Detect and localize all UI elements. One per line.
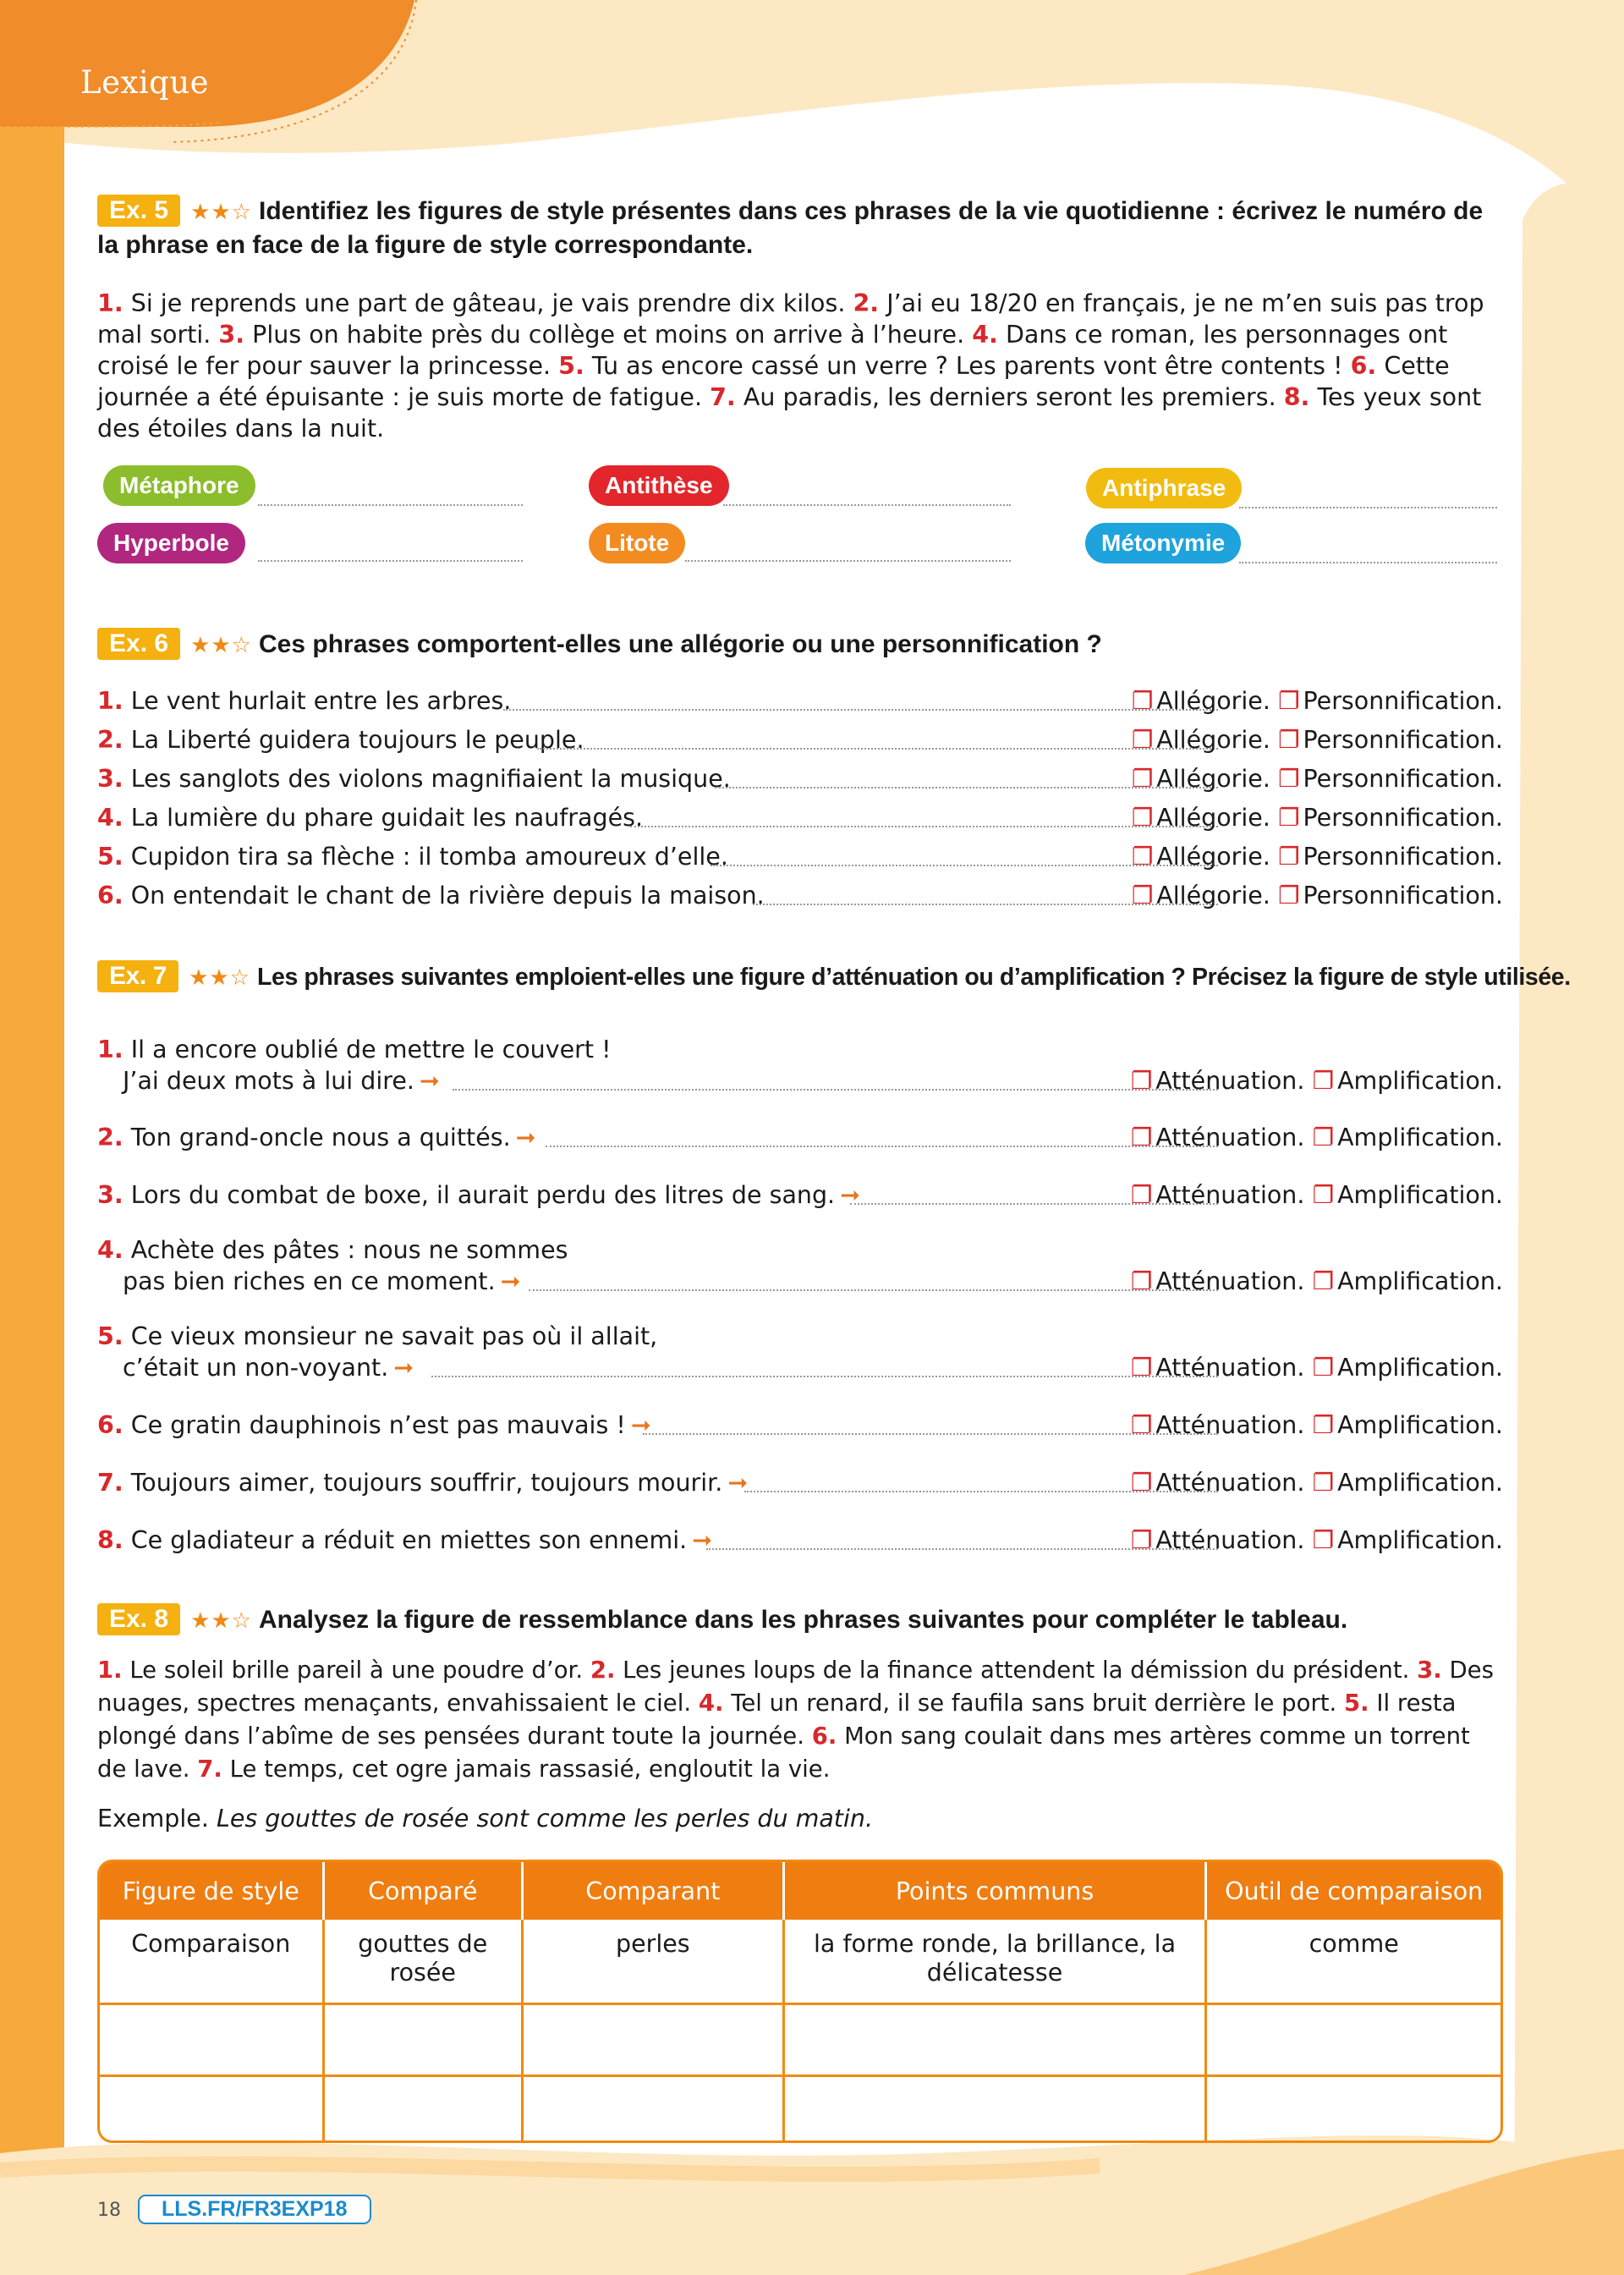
sentence-text: Plus on habite près du collège et moins on arrive à l’heure. xyxy=(252,321,965,349)
sentence-number: 6. xyxy=(811,1723,837,1750)
sentence-number: 8. xyxy=(1283,383,1310,411)
sentence-number: 2. xyxy=(853,289,880,317)
ex7-tag: Ex. 7 xyxy=(97,960,178,992)
ex5-header xyxy=(97,195,1501,262)
exercise-5 xyxy=(97,195,1501,444)
item-text: Le vent hurlait entre les arbres. xyxy=(130,687,512,715)
checkbox-icon[interactable]: ❐ xyxy=(1277,765,1300,793)
answer-line[interactable] xyxy=(258,504,523,506)
option-allegorie: Allégorie. xyxy=(1156,843,1270,871)
checkbox-icon[interactable]: ❐ xyxy=(1312,1267,1335,1295)
sentence-text: Si je reprends une part de gâteau, je vais prendre dix kilos. xyxy=(130,289,846,317)
sentence-text: Mon sang coulait dans mes artères comme un torrent de lave. xyxy=(97,1723,1470,1783)
sentence-text: Au paradis, les derniers seront les premiers. xyxy=(743,383,1276,411)
ex5-sentences xyxy=(97,288,1501,444)
ex6-instruction: Ces phrases comportent-elles une allégorie ou une personnification ? xyxy=(259,630,1102,658)
table-cell-empty[interactable] xyxy=(524,2074,785,2140)
arrow-right-icon: ➞ xyxy=(419,1067,440,1095)
arrow-right-icon: ➞ xyxy=(692,1526,713,1554)
checkbox-icon[interactable]: ❐ xyxy=(1130,1469,1153,1497)
answer-line[interactable] xyxy=(1239,562,1497,563)
item-text: On entendait le chant de la rivière depuis la maison. xyxy=(130,882,765,909)
item-text: Il a encore oublié de mettre le couvert ! xyxy=(130,1036,612,1063)
checkbox-icon[interactable]: ❐ xyxy=(1277,726,1300,754)
checkbox-icon[interactable]: ❐ xyxy=(1277,804,1300,832)
item-number: 4. xyxy=(97,804,123,832)
figure-pill-antithese: Antithèse xyxy=(589,465,729,506)
checkbox-icon[interactable]: ❐ xyxy=(1131,843,1154,871)
item-number: 2. xyxy=(97,726,123,754)
answer-line[interactable] xyxy=(537,748,1218,750)
difficulty-stars-icon: ★★☆ xyxy=(189,964,250,990)
arrow-right-icon: ➞ xyxy=(840,1181,861,1209)
sentence-number: 7. xyxy=(197,1756,222,1783)
sentence-number: 3. xyxy=(218,321,245,349)
table-header: Comparé xyxy=(325,1862,524,1920)
table-header-row xyxy=(100,1862,1501,1920)
sentence-number: 4. xyxy=(972,321,998,349)
checkbox-icon[interactable]: ❐ xyxy=(1130,1124,1153,1151)
option-attenuation: Atténuation. xyxy=(1155,1067,1305,1095)
sentence-text: Tu as encore cassé un verre ? Les parents vont être contents ! xyxy=(591,352,1343,380)
option-amplification: Amplification. xyxy=(1337,1526,1503,1554)
option-personnification: Personnification. xyxy=(1303,843,1503,871)
option-attenuation: Atténuation. xyxy=(1155,1124,1305,1151)
ex8-example xyxy=(97,1803,1501,1834)
checkbox-icon[interactable]: ❐ xyxy=(1277,687,1300,715)
option-personnification: Personnification. xyxy=(1303,687,1503,715)
table-cell-empty[interactable] xyxy=(325,2003,524,2074)
answer-line[interactable] xyxy=(723,504,1011,506)
section-title: Lexique xyxy=(80,64,210,101)
item-text: J’ai deux mots à lui dire. xyxy=(123,1067,414,1095)
arrow-right-icon: ➞ xyxy=(500,1267,521,1295)
difficulty-stars-icon: ★★☆ xyxy=(190,632,252,657)
checkbox-icon[interactable]: ❐ xyxy=(1130,1181,1153,1209)
figure-pill-hyperbole: Hyperbole xyxy=(97,523,245,563)
exercise-6 xyxy=(97,628,1501,662)
option-personnification: Personnification. xyxy=(1303,804,1503,832)
sentence-number: 2. xyxy=(590,1657,616,1684)
figure-pill-metonymie: Métonymie xyxy=(1085,523,1241,563)
item-text: Cupidon tira sa flèche : il tomba amoureux d’elle. xyxy=(130,843,728,871)
table-row xyxy=(100,2074,1501,2140)
table-cell-empty[interactable] xyxy=(1207,2074,1501,2140)
item-text: Ce gratin dauphinois n’est pas mauvais ! xyxy=(130,1411,626,1439)
checkbox-icon[interactable]: ❐ xyxy=(1312,1124,1335,1151)
option-attenuation: Atténuation. xyxy=(1155,1526,1305,1554)
item-text: La lumière du phare guidait les naufragés. xyxy=(130,804,644,832)
option-allegorie: Allégorie. xyxy=(1156,882,1270,909)
checkbox-icon[interactable]: ❐ xyxy=(1312,1526,1335,1554)
sentence-number: 3. xyxy=(1417,1657,1442,1684)
checkbox-icon[interactable]: ❐ xyxy=(1312,1411,1335,1439)
table-cell-empty[interactable] xyxy=(1207,2003,1501,2074)
checkbox-icon[interactable]: ❐ xyxy=(1131,726,1154,754)
ex6-tag: Ex. 6 xyxy=(97,628,180,660)
table-header: Comparant xyxy=(524,1862,785,1920)
table-cell-empty[interactable] xyxy=(100,2003,325,2074)
sentence-text: Cette journée a été épuisante : je suis morte de fatigue. xyxy=(97,352,1450,411)
option-amplification: Amplification. xyxy=(1337,1354,1503,1382)
checkbox-icon[interactable]: ❐ xyxy=(1312,1469,1335,1497)
option-personnification: Personnification. xyxy=(1303,726,1503,754)
option-attenuation: Atténuation. xyxy=(1155,1469,1305,1497)
comparison-table xyxy=(97,1860,1503,2143)
resource-link[interactable]: LLS.FR/FR3EXP18 xyxy=(138,2195,371,2224)
table-header: Points communs xyxy=(785,1862,1208,1920)
checkbox-icon[interactable]: ❐ xyxy=(1130,1411,1153,1439)
checkbox-icon[interactable]: ❐ xyxy=(1277,882,1300,909)
item-number: 7. xyxy=(97,1469,123,1497)
table-header: Outil de comparaison xyxy=(1207,1862,1501,1920)
item-text: La Liberté guidera toujours le peuple. xyxy=(130,726,584,754)
checkbox-icon[interactable]: ❐ xyxy=(1131,765,1154,793)
answer-line[interactable] xyxy=(630,826,1218,827)
answer-line[interactable] xyxy=(258,560,523,562)
table-cell: la forme ronde, la brillance, la délicatesse xyxy=(785,1920,1208,2003)
checkbox-icon[interactable]: ❐ xyxy=(1130,1526,1153,1554)
item-text: c’était un non-voyant. xyxy=(123,1354,389,1382)
sentence-number: 7. xyxy=(710,383,736,411)
option-allegorie: Allégorie. xyxy=(1156,804,1270,832)
answer-line[interactable] xyxy=(685,560,1011,562)
table-cell-empty[interactable] xyxy=(785,2074,1208,2140)
option-attenuation: Atténuation. xyxy=(1155,1181,1305,1209)
sentence-text: Des nuages, spectres menaçants, envahissaient le ciel. xyxy=(97,1657,1494,1717)
figure-pill-antiphrase: Antiphrase xyxy=(1086,468,1242,508)
sentence-number: 4. xyxy=(698,1690,724,1717)
ex8-sentences xyxy=(97,1654,1501,1786)
option-personnification: Personnification. xyxy=(1303,882,1503,909)
answer-line[interactable] xyxy=(453,1089,1218,1091)
arrow-right-icon: ➞ xyxy=(630,1411,651,1439)
sentence-text: Tes yeux sont des étoiles dans la nuit. xyxy=(97,383,1482,442)
option-amplification: Amplification. xyxy=(1337,1067,1503,1095)
ex8-tag: Ex. 8 xyxy=(97,1603,180,1635)
checkbox-icon[interactable]: ❐ xyxy=(1312,1354,1335,1382)
figure-pill-metaphore: Métaphore xyxy=(103,465,255,506)
sentence-number: 1. xyxy=(97,1657,123,1684)
option-attenuation: Atténuation. xyxy=(1155,1267,1305,1295)
sentence-text: Il resta plongé dans l’abîme de ses pensées durant toute la journée. xyxy=(97,1690,1457,1750)
sentence-text: Tel un renard, il se faufila sans bruit derrière le port. xyxy=(731,1690,1337,1717)
checkbox-icon[interactable]: ❐ xyxy=(1130,1067,1153,1095)
item-text: Lors du combat de boxe, il aurait perdu des litres de sang. xyxy=(130,1181,836,1209)
checkbox-icon[interactable]: ❐ xyxy=(1131,804,1154,832)
answer-line[interactable] xyxy=(1239,507,1497,508)
option-amplification: Amplification. xyxy=(1337,1267,1503,1295)
option-attenuation: Atténuation. xyxy=(1155,1411,1305,1439)
sentence-text: Les jeunes loups de la finance attendent la démission du président. xyxy=(623,1657,1410,1684)
example-text: Les gouttes de rosée sont comme les perles du matin. xyxy=(216,1805,874,1833)
arrow-right-icon: ➞ xyxy=(727,1469,749,1497)
table-cell-empty[interactable] xyxy=(325,2074,524,2140)
exercise-8 xyxy=(97,1603,1501,1834)
sentence-number: 5. xyxy=(558,352,584,380)
ex7-instruction: Les phrases suivantes emploient-elles une figure d’atténuation ou d’amplification ? Précisez la figure de style utilisée. xyxy=(257,964,1571,991)
item-number: 5. xyxy=(97,1322,123,1350)
option-amplification: Amplification. xyxy=(1337,1124,1503,1151)
option-allegorie: Allégorie. xyxy=(1156,687,1270,715)
item-number: 6. xyxy=(97,1411,123,1439)
sentence-text: Le temps, cet ogre jamais rassasié, engloutit la vie. xyxy=(229,1756,831,1783)
checkbox-icon[interactable]: ❐ xyxy=(1130,1267,1153,1295)
checkbox-icon[interactable]: ❐ xyxy=(1131,882,1154,909)
item-number: 2. xyxy=(97,1124,123,1151)
exercise-7 xyxy=(97,960,1571,994)
ex5-instruction: Identifiez les figures de style présentes dans ces phrases de la vie quotidienne : écrivez le numéro de la phrase en face de la figure de style correspondante. xyxy=(97,197,1484,259)
sentence-text: J’ai eu 18/20 en français, je ne m’en suis pas trop mal sorti. xyxy=(97,289,1484,349)
item-text: Les sanglots des violons magnifiaient la musique. xyxy=(130,765,731,793)
answer-line[interactable] xyxy=(529,1289,1218,1291)
item-text: Ce gladiateur a réduit en miettes son ennemi. xyxy=(130,1526,688,1554)
table-row xyxy=(100,1920,1501,2003)
sentence-text: Dans ce roman, les personnages ont croisé le fer pour sauver la princesse. xyxy=(97,321,1448,380)
table-cell-empty[interactable] xyxy=(785,2003,1208,2074)
answer-line[interactable] xyxy=(546,1146,1218,1147)
item-number: 5. xyxy=(97,843,123,871)
option-allegorie: Allégorie. xyxy=(1156,726,1270,754)
sentence-number: 6. xyxy=(1350,352,1377,380)
checkbox-icon[interactable]: ❐ xyxy=(1130,1354,1153,1382)
table-cell-empty[interactable] xyxy=(100,2074,325,2140)
sentence-number: 1. xyxy=(97,289,123,317)
arrow-right-icon: ➞ xyxy=(393,1354,414,1382)
option-amplification: Amplification. xyxy=(1337,1181,1503,1209)
answer-line[interactable] xyxy=(503,709,1218,711)
difficulty-stars-icon: ★★☆ xyxy=(190,199,252,224)
item-text: Ton grand-oncle nous a quittés. xyxy=(130,1124,511,1151)
checkbox-icon[interactable]: ❐ xyxy=(1131,687,1154,715)
item-number: 4. xyxy=(97,1236,123,1264)
checkbox-icon[interactable]: ❐ xyxy=(1277,843,1300,871)
arrow-right-icon: ➞ xyxy=(515,1124,536,1151)
item-number: 1. xyxy=(97,687,123,715)
item-number: 3. xyxy=(97,1181,123,1209)
option-attenuation: Atténuation. xyxy=(1155,1354,1305,1382)
figure-pill-litote: Litote xyxy=(589,523,685,563)
table-row xyxy=(100,2003,1501,2074)
item-text: Achète des pâtes : nous ne sommes xyxy=(130,1236,568,1264)
option-allegorie: Allégorie. xyxy=(1156,765,1270,793)
checkbox-icon[interactable]: ❐ xyxy=(1312,1181,1335,1209)
table-cell: gouttes de rosée xyxy=(325,1920,524,2003)
item-text: Ce vieux monsieur ne savait pas où il allait, xyxy=(130,1322,658,1350)
item-text: pas bien riches en ce moment. xyxy=(123,1267,496,1295)
sentence-number: 5. xyxy=(1344,1690,1369,1717)
option-personnification: Personnification. xyxy=(1303,765,1503,793)
sentence-text: Le soleil brille pareil à une poudre d’or. xyxy=(129,1657,584,1684)
item-number: 6. xyxy=(97,882,123,909)
option-amplification: Amplification. xyxy=(1337,1469,1503,1497)
item-text: Toujours aimer, toujours souffrir, toujours mourir. xyxy=(130,1469,723,1497)
checkbox-icon[interactable]: ❐ xyxy=(1312,1067,1335,1095)
table-cell: comme xyxy=(1309,1930,1399,1958)
option-amplification: Amplification. xyxy=(1337,1411,1503,1439)
item-number: 1. xyxy=(97,1036,123,1063)
table-cell: Comparaison xyxy=(100,1920,325,2003)
page-number: 18 xyxy=(97,2200,121,2221)
ex5-tag: Ex. 5 xyxy=(97,195,180,227)
difficulty-stars-icon: ★★☆ xyxy=(190,1607,252,1633)
ex8-instruction: Analysez la figure de ressemblance dans les phrases suivantes pour compléter le tableau. xyxy=(259,1606,1348,1634)
table-cell-empty[interactable] xyxy=(524,2003,785,2074)
item-number: 3. xyxy=(97,765,123,793)
answer-line[interactable] xyxy=(431,1376,1218,1377)
table-header: Figure de style xyxy=(100,1862,325,1920)
item-number: 8. xyxy=(97,1526,123,1554)
table-cell: perles xyxy=(524,1920,785,2003)
example-label: Exemple. xyxy=(97,1805,209,1833)
